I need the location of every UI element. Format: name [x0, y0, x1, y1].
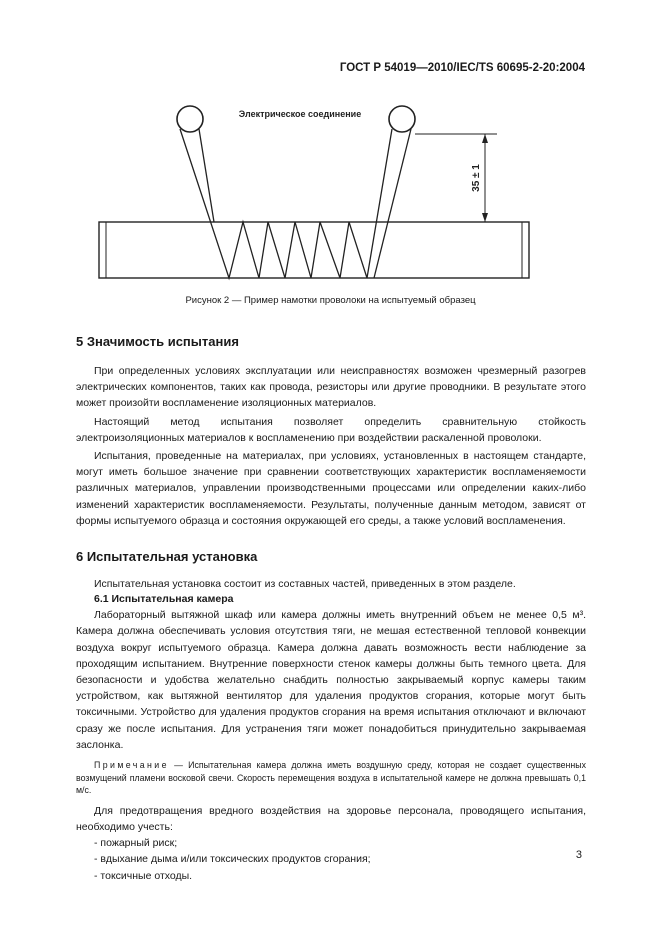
wire-winding-figure: [0, 0, 661, 300]
list-item: - токсичные отходы.: [94, 869, 193, 882]
specimen-bar: [99, 222, 529, 278]
page-number: 3: [575, 849, 582, 861]
figure-caption: Рисунок 2 — Пример намотки проволоки на испытуемый образец: [185, 295, 476, 306]
right-connection-circle: [389, 106, 415, 132]
dimension-arrow-bottom: [482, 213, 488, 222]
list-item: - вдыхание дыма и/или токсических продуктов сгорания;: [94, 853, 371, 866]
document-header: ГОСТ Р 54019—2010/IEC/TS 60695-2-20:2004: [339, 62, 585, 74]
document-body: [76, 334, 586, 884]
dimension-label: 35 ± 1: [471, 164, 482, 192]
section-6-heading: 6 Испытательная установка: [76, 549, 258, 565]
section-5-paragraph-2: Настоящий метод испытания позволяет определить сравнительную стойкость электроизоляционных материалов к воспламенению при воздействии раскаленной проволоки.: [76, 415, 586, 444]
section-5-paragraph-3: Испытания, проведенные на материалах, при условиях, установленных в настоящем стандарте, могут иметь большое значение при сравнении соответствующих характеристик воспламеняемости различных материалов, управлении производственными процессами или определении каких-либо изменений характеристик воспламеняемости. Результаты, полученные данным методом, зависят от формы испытуемого образца и состояния окружающей его среды, а также условий воспламенения.: [76, 450, 586, 527]
section-6-1-text: Лабораторный вытяжной шкаф или камера должны иметь внутренний объем не менее 0,5 м³. Камера должна обеспечивать условия отсутствия тяги, не мешая естественной тепловой конвекции воздуха вокруг испытуемого образца. Камера должна давать возможность вести наблюдение за проходящим испытанием. Внутренние поверхности стенок камеры должны быть темного цвета. Для безопасности и удобства желательно снабдить полностью закрываемый корпус камеры таким устройством, как вытяжной вентилятор для удаления продуктов сгорания, которые могут быть токсичными. Устройство для удаления продуктов сгорания на время испытания отключают и включают сразу же после испытания. Для устранения тяги может понадобиться принудительно закрываемая заслонка.: [76, 609, 586, 751]
list-item: - пожарный риск;: [94, 836, 178, 849]
section-6-intro: Испытательная установка состоит из составных частей, приведенных в этом разделе.: [94, 578, 516, 591]
section-6-1-heading: 6.1 Испытательная камера: [94, 593, 234, 606]
left-connection-circle: [177, 106, 203, 132]
note-label: Примечание: [94, 760, 169, 771]
wire-winding: [180, 129, 392, 278]
note-text: — Испытательная камера должна иметь воздушную среду, которая не создает существенных возмущений пламени восковой свечи. Скорость перемещения воздуха в испытательной камере не должна превышать 0,1 м/с.: [76, 760, 586, 796]
section-5-paragraph-1: При определенных условиях эксплуатации или неисправностях возможен чрезмерный разогрев электрических компонентов, таких как провода, резисторы или другие проводники. В результате этого может произойти воспламенение изоляционных материалов.: [76, 365, 586, 410]
note: [76, 759, 586, 797]
connection-label: Электрическое соединение: [238, 109, 362, 119]
dimension-arrow-top: [482, 134, 488, 143]
risk-list: [76, 835, 586, 884]
section-5-heading: 5 Значимость испытания: [76, 334, 239, 349]
health-paragraph: Для предотвращения вредного воздействия на здоровье персонала, проводящего испытания, необходимо учесть:: [76, 804, 586, 833]
